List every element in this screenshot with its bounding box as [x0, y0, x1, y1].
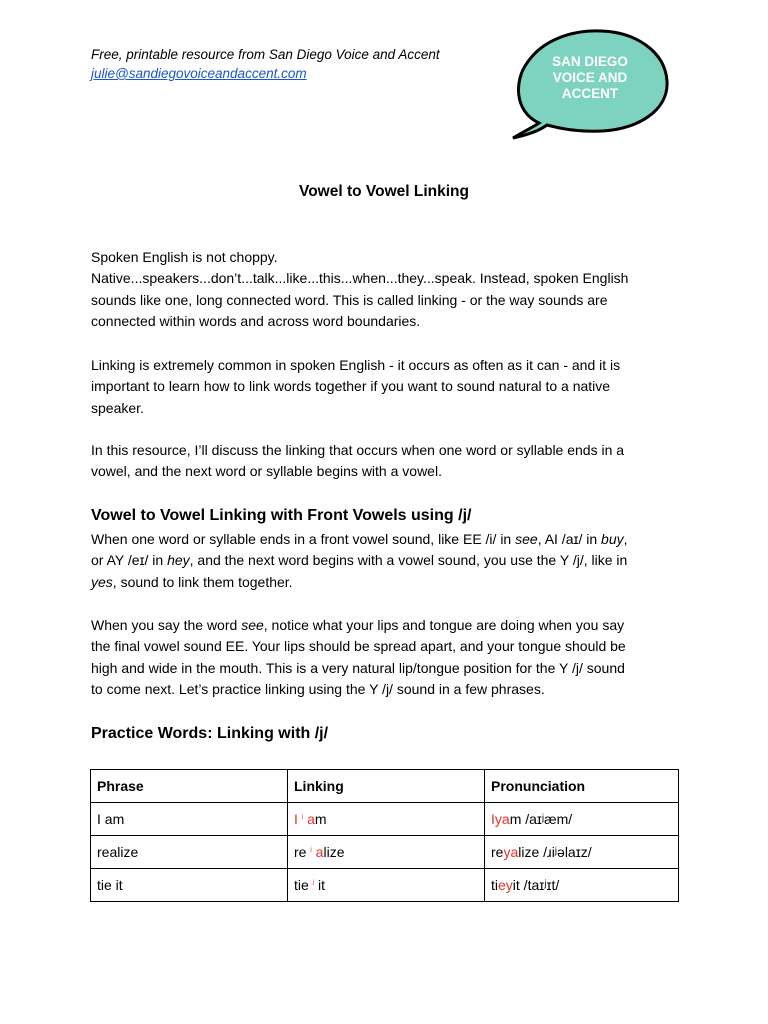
phrase-cell: I am	[91, 803, 288, 836]
table-row	[91, 869, 679, 902]
linking-glide-mark: ʲ	[310, 845, 312, 855]
header-text	[91, 45, 440, 83]
column-header-pronunciation: Pronunciation	[485, 770, 679, 803]
pronunciation-cell	[485, 803, 679, 836]
intro-p1-line-2: Native...speakers...don’t...talk...like...this...when...they...speak. Instead, spoken English	[91, 270, 629, 287]
intro-paragraph-2	[91, 355, 681, 419]
section1-p1-line-3	[91, 572, 681, 593]
pronunciation-rest: it /taɪʲɪt/	[512, 877, 560, 893]
linking-vowel-end: re	[294, 844, 307, 860]
pronunciation-rest: m /aɪʲæm/	[509, 811, 573, 827]
section1-p1-line-1	[91, 529, 681, 550]
intro-p1-line-1: Spoken English is not choppy.	[91, 249, 278, 265]
intro-p2-line-2: important to learn how to link words together if you want to sound natural to a native	[91, 378, 611, 395]
intro-paragraph-3	[91, 440, 681, 483]
linking-glide-mark: ʲ	[301, 812, 304, 822]
phrase-cell: tie it	[91, 869, 288, 902]
pronunciation-linked: Iya	[491, 811, 510, 827]
intro-p1-line-4: connected within words and across word boundaries.	[91, 313, 421, 330]
pronunciation-linked: ya	[503, 844, 519, 860]
pronunciation-start: ti	[491, 877, 498, 893]
example-word-buy: buy	[601, 531, 624, 547]
document-title: Vowel to Vowel Linking	[299, 183, 469, 200]
linking-vowel-end: tie	[294, 877, 309, 893]
text-span: or AY /eɪ/ in	[91, 552, 168, 569]
column-header-phrase: Phrase	[91, 770, 288, 803]
example-word-see: see	[241, 617, 264, 633]
table-row	[91, 803, 679, 836]
section1-paragraph-1	[91, 529, 681, 593]
phrase-cell: realize	[91, 836, 288, 869]
section1-p1-line-2	[91, 550, 681, 571]
linking-vowel-start: a	[315, 844, 324, 860]
linking-rest: lize	[323, 844, 345, 860]
linking-cell	[288, 869, 485, 902]
practice-table	[90, 769, 679, 902]
pronunciation-rest: lize /ɹiʲəlaɪz/	[518, 844, 592, 860]
pronunciation-start: re	[491, 844, 504, 860]
section-heading-front-vowels: Vowel to Vowel Linking with Front Vowels using /j/	[91, 507, 472, 524]
practice-heading: Practice Words: Linking with /j/	[91, 725, 329, 742]
header-resource-line: Free, printable resource from San Diego Voice and Accent	[91, 47, 440, 62]
pronunciation-linked: ey	[498, 877, 513, 893]
text-span: , sound to link them together.	[112, 573, 293, 590]
text-span: ,	[623, 531, 628, 547]
linking-vowel-start: i	[318, 877, 322, 893]
intro-p3-line-1: In this resource, I’ll discuss the linking that occurs when one word or syllable ends in a	[91, 442, 625, 458]
linking-vowel-start: a	[307, 811, 315, 827]
section1-p2-line-1	[91, 615, 681, 636]
header-email-link[interactable]: julie@sandiegovoiceandaccent.com	[91, 66, 307, 81]
section1-paragraph-2	[91, 615, 681, 701]
section1-p2-line-3: high and wide in the mouth. This is a very natural lip/tongue position for the Y /j/ sound	[91, 659, 625, 676]
intro-p3-line-2: vowel, and the next word or syllable begins with a vowel.	[91, 463, 442, 480]
logo-line-3: ACCENT	[561, 86, 619, 101]
logo-line-2: VOICE AND	[552, 70, 628, 85]
linking-glide-mark: ʲ	[312, 878, 315, 888]
linking-vowel-end: I	[294, 811, 298, 827]
section1-p2-line-2: the final vowel sound EE. Your lips should be spread apart, and your tongue should be	[91, 638, 626, 655]
logo-speech-bubble	[505, 25, 675, 145]
logo-line-1: SAN DIEGO	[552, 54, 628, 69]
column-header-linking: Linking	[288, 770, 485, 803]
text-span: , AI /aɪ/ in	[537, 531, 602, 547]
pronunciation-cell	[485, 869, 679, 902]
example-word-see: see	[515, 531, 538, 547]
intro-p2-line-1: Linking is extremely common in spoken English - it occurs as often as it can - and it is	[91, 357, 621, 373]
text-span: , notice what your lips and tongue are doing when you say	[263, 617, 625, 633]
intro-p1-line-3: sounds like one, long connected word. This is called linking - or the way sounds are	[91, 291, 608, 308]
linking-rest: t	[321, 877, 326, 893]
example-word-hey: hey	[167, 552, 190, 569]
text-span: When you say the word	[91, 617, 242, 633]
section1-p2-line-4: to come next. Let’s practice linking using the Y /j/ sound in a few phrases.	[91, 681, 545, 698]
linking-cell	[288, 836, 485, 869]
table-header-row	[91, 770, 679, 803]
linking-rest: m	[314, 811, 327, 827]
text-span: When one word or syllable ends in a front vowel sound, like EE /i/ in	[91, 531, 516, 547]
intro-p2-line-3: speaker.	[91, 399, 144, 416]
example-word-yes: yes	[91, 573, 113, 590]
intro-paragraph-1	[91, 247, 681, 333]
text-span: , and the next word begins with a vowel sound, you use the Y /j/, like in	[189, 552, 628, 569]
pronunciation-cell	[485, 836, 679, 869]
table-row	[91, 836, 679, 869]
linking-cell	[288, 803, 485, 836]
